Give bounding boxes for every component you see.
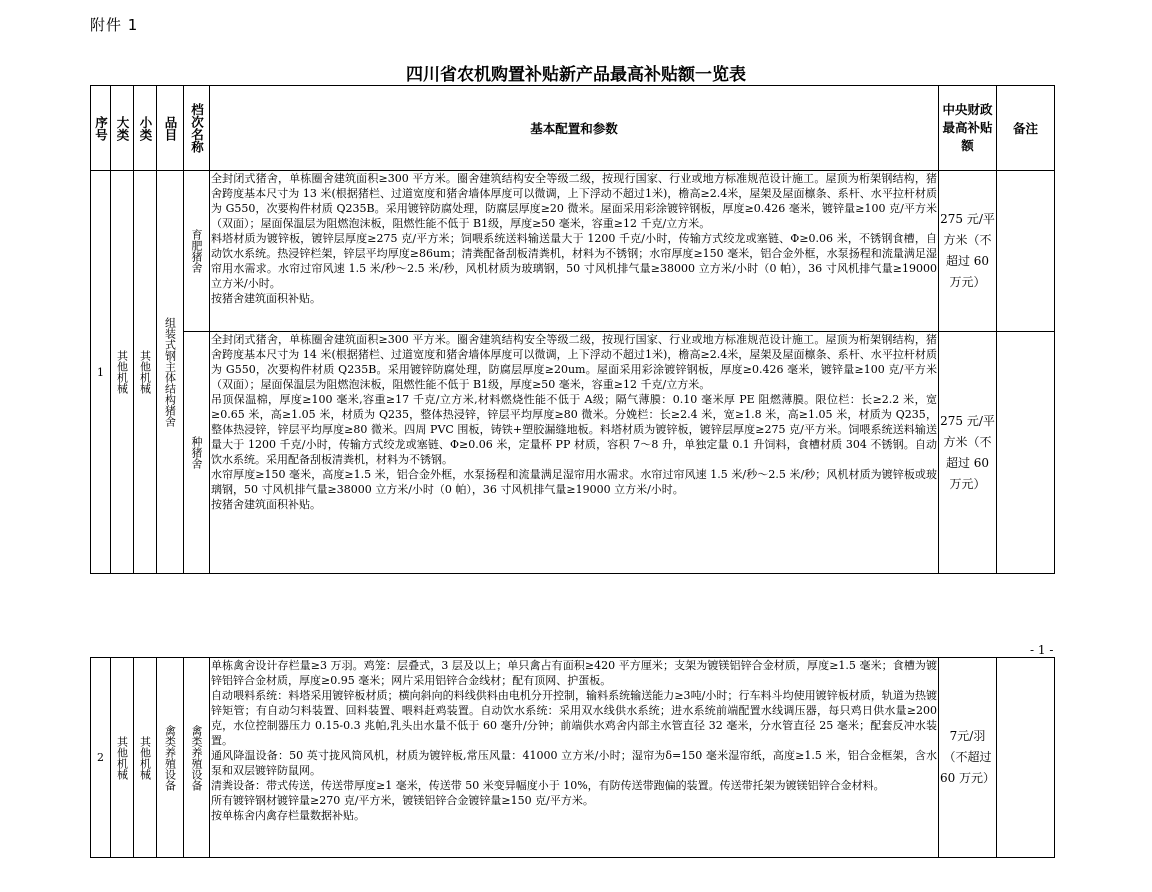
header-row [91,86,1055,171]
row1-minor: 其他机械 [134,171,157,574]
config-paragraph: 全封闭式猪舍，单栋圈舍建筑面积≥300 平方米。圈舍建筑结构安全等级二级，按现行国家、行业或地方标准规范设计施工。屋顶为桁架钢结构，猪舍跨度基本尺寸为 13 米(根据猪栏、过道宽度和猪舍墙体厚度可以微调，上下浮动不超过1米)，檐高≥2.4米，屋架及屋面檩条、系杆、水平拉杆材质为 G550，次要构件材质 Q235B。采用镀锌防腐处理，防腐层厚度≥20 微米。屋面采用彩涂镀锌钢板，厚度≥0.426 毫米，镀锌量≥100 克/平方米（双面）；屋面保温层为阻燃泡沫板，阻燃性能不低于 B1级，厚度≥50 毫米，容重≥12 千克/立方米。 [211,172,937,230]
row2-seq: 2 [91,658,111,858]
row1-grade-2: 种猪舍 [184,332,210,574]
config-paragraph: 所有镀锌钢材镀锌量≥270 克/平方米，镀镁铝锌合金镀锌量≥150 克/平方米。 [211,794,594,807]
config-paragraph: 通风降温设备：50 英寸拢风筒风机，材质为镀锌板,常压风量：41000 立方米/小时；湿帘为δ=150 毫米湿帘纸，高度≥1.5 米，铝合金框架，含水泵和双层镀锌防鼠网。 [211,749,937,777]
row2-amount: 7元/羽（不超过 60 万元） [939,658,997,858]
row2-grade: 禽类养殖设备 [184,658,210,858]
row1-amount-2: 275 元/平方米（不超过 60 万元） [939,332,997,574]
header-subsidy: 中央财政最高补贴额 [939,86,997,171]
header-grade: 档次名称 [184,86,210,171]
config-paragraph: 自动喂料系统：料塔采用镀锌板材质；横向斜向的料线供料由电机分开控制，输料系统输送能力≥3吨/小时；行车料斗均使用镀锌板材质，轨道为热镀锌矩管；有自动匀料装置、回料装置、喂料赶鸡装置。自动饮水系统：采用双水线供水系统；进水系统前端配置水线调压器，每只鸡日供水量≥200 克，水位控制器压力 0.15-0.3 兆帕,乳头出水量不低于 60 毫升/分钟；前端供水鸡舍内部主水管直径 32 毫米，分水管直径 25 毫米；配套反冲水装置。 [211,689,937,747]
header-major: 大类 [111,86,134,171]
table-row [91,332,1055,574]
page-number: - 1 - [1030,643,1054,657]
row1-grade-1: 育肥猪舍 [184,171,210,332]
row2-note [997,658,1055,858]
config-paragraph: 全封闭式猪舍，单栋圈舍建筑面积≥300 平方米。圈舍建筑结构安全等级二级，按现行国家、行业或地方标准规范设计施工。屋顶为桁架钢结构，猪舍跨度基本尺寸为 14 米(根据猪栏、过道宽度和猪舍墙体厚度可以微调，上下浮动不超过1米)，檐高≥2.4米，屋架及屋面檩条、系杆、水平拉杆材质为 G550，次要构件材质 Q235B。采用镀锌防腐处理，防腐层厚度≥20um。屋面采用彩涂镀锌钢板，厚度≥0.426 毫米，镀锌量≥100 克/平方米（双面）；屋面保温层为阻燃泡沫板，阻燃性能不低于 B1级，厚度≥50 毫米，容重≥12 千克/立方米。 [211,333,937,391]
header-item: 品目 [157,86,184,171]
row1-seq: 1 [91,171,111,574]
header-config: 基本配置和参数 [210,86,939,171]
header-note: 备注 [997,86,1055,171]
config-paragraph: 清粪设备：带式传送，传送带厚度≥1 毫米，传送带 50 米变异幅度小于 10%，有防传送带跑偏的装置。传送带托架为镀镁铝锌合金材料。 [211,779,885,792]
page-title: 四川省农机购置补贴新产品最高补贴额一览表 [406,65,746,85]
config-paragraph: 吊顶保温棉，厚度≥100 毫米,容重≥17 千克/立方米,材料燃烧性能不低于 A级；隔气薄膜：0.10 毫米厚 PE 阻燃薄膜。限位栏：长≥2.2 米，宽≥0.65 米，高≥1.05 米，材质为 Q235，整体热浸锌，锌层平均厚度≥80 微米。分娩栏：长≥2.4 米，宽≥1.8 米，高≥1.05 米，材质为 Q235，整体热浸锌，锌层平均厚度≥80 微米。四周 PVC 围板，铸铁+塑胶漏缝地板。料塔材质为镀锌板，镀锌层厚度≥275 克/平方米。饲喂系统送料输送量大于 1200 千克/小时，传输方式绞龙或塞链、Φ≥0.06 米，定量杯 PP 材质，容积 7～8 升，单独定量 0.1 升饲料，食槽材质 304 不锈钢。自动饮水系统。采用配备刮板清粪机，材料为不锈钢。 [211,393,937,466]
row1-config-2 [210,332,939,574]
row1-note-2 [997,332,1055,574]
row2-minor: 其他机械 [134,658,157,858]
config-paragraph: 按单栋舍内禽存栏量数据补贴。 [211,809,365,822]
header-seq: 序号 [91,86,111,171]
attachment-label: 附件 1 [90,16,139,34]
header-minor: 小类 [134,86,157,171]
row1-note-1 [997,171,1055,332]
config-paragraph: 按猪舍建筑面积补贴。 [211,292,321,305]
subsidy-table [90,85,1055,574]
row1-amount-1: 275 元/平方米（不超过 60 万元） [939,171,997,332]
config-paragraph: 单栋禽舍设计存栏量≥3 万羽。鸡笼：层叠式，3 层及以上；单只禽占有面积≥420 平方厘米；支架为镀镁铝锌合金材质，厚度≥1.5 毫米；食槽为镀锌铝锌合金材质，厚度≥0.95 毫米；网片采用铝锌合金线材；配有顶网、护蛋板。 [211,659,937,687]
config-paragraph: 料塔材质为镀锌板，镀锌层厚度≥275 克/平方米；饲喂系统送料输送量大于 1200 千克/小时，传输方式绞龙或塞链、Φ≥0.06 米，不锈钢食槽，自动饮水系统。热浸锌栏架，锌层平均厚度≥86um；清粪配备刮板清粪机，材料为不锈钢；水帘厚度≥150 毫米，铝合金外框，水泵扬程和流量满足湿帘用水需求。水帘过帘风速 1.5 米/秒～2.5 米/秒，风机材质为玻璃钢，50 寸风机排气量≥38000 立方米/小时（0 帕），36 寸风机排气量≥19000 立方米/小时。 [211,232,937,290]
row1-config-1 [210,171,939,332]
row1-major: 其他机械 [111,171,134,574]
table-row [91,171,1055,332]
table-row [91,658,1055,858]
subsidy-table-continued [90,657,1055,858]
row2-major: 其他机械 [111,658,134,858]
config-paragraph: 水帘厚度≥150 毫米，高度≥1.5 米，铝合金外框，水泵扬程和流量满足湿帘用水需求。水帘过帘风速 1.5 米/秒～2.5 米/秒；风机材质为镀锌板或玻璃钢，50 寸风机排气量≥38000 立方米/小时（0 帕），36 寸风机排气量≥19000 立方米/小时。 [211,468,937,496]
config-paragraph: 按猪舍建筑面积补贴。 [211,498,321,511]
row2-config [210,658,939,858]
row2-item: 禽类养殖设备 [157,658,184,858]
row1-item: 组装式钢主体结构猪舍 [157,171,184,574]
